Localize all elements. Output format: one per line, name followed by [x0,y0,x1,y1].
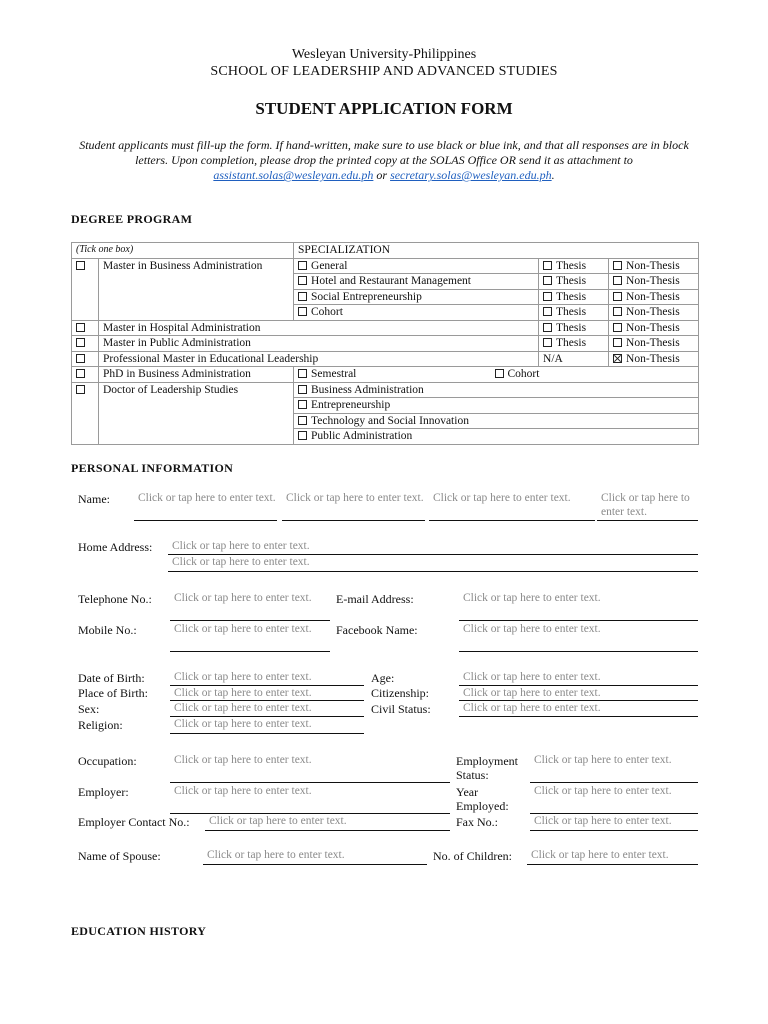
program-dls: Doctor of Leadership Studies [99,382,294,398]
cohort-label: Cohort [507,368,540,380]
thesis-label: Thesis [556,337,587,349]
non-thesis-label: Non-Thesis [626,337,680,349]
thesis-label: Thesis [556,321,587,334]
thesis-checkbox[interactable] [543,323,552,332]
employment-status-field[interactable]: Click or tap here to enter text. [530,753,698,783]
telephone-label: Telephone No.: [78,592,152,606]
form-title: STUDENT APPLICATION FORM [255,99,513,118]
age-label: Age: [371,671,395,685]
facebook-label: Facebook Name: [336,623,418,637]
mpa-checkbox[interactable] [76,338,85,347]
employer-contact-field[interactable]: Click or tap here to enter text. [205,814,450,831]
age-field[interactable]: Click or tap here to enter text. [459,670,698,686]
program-mpa: Master in Public Administration [99,336,539,352]
non-thesis-label: Non-Thesis [626,290,680,303]
non-thesis-label: Non-Thesis [626,321,680,334]
spec-checkbox[interactable] [298,416,307,425]
table-row [72,274,699,290]
spec-checkbox[interactable] [298,431,307,440]
intro-or: or [376,168,388,182]
spouse-field[interactable]: Click or tap here to enter text. [203,848,427,865]
civil-status-field[interactable]: Click or tap here to enter text. [459,701,698,717]
non-thesis-checkbox[interactable] [613,307,622,316]
intro-period: . [551,168,555,182]
name-field-4[interactable]: Click or tap here to enter text. [597,491,698,521]
dob-label: Date of Birth: [78,671,145,685]
spec-checkbox[interactable] [298,261,307,270]
table-row [72,413,699,429]
citizenship-label: Citizenship: [371,686,429,700]
email-field[interactable]: Click or tap here to enter text. [459,591,698,621]
mba-checkbox[interactable] [76,261,85,270]
thesis-checkbox[interactable] [543,292,552,301]
telephone-field[interactable]: Click or tap here to enter text. [170,591,330,621]
spec-label: Cohort [311,306,343,318]
non-thesis-label: Non-Thesis [626,259,680,272]
program-mha: Master in Hospital Administration [99,320,539,336]
thesis-checkbox[interactable] [543,338,552,347]
year-employed-field[interactable]: Click or tap here to enter text. [530,784,698,814]
spec-label: Hotel and Restaurant Management [311,275,472,287]
name-field-1[interactable]: Click or tap here to enter text. [134,491,277,521]
thesis-label: Thesis [556,275,587,287]
table-row [72,429,699,445]
spec-checkbox[interactable] [298,385,307,394]
thesis-checkbox[interactable] [543,307,552,316]
specialization-header: SPECIALIZATION [294,243,699,259]
table-row [72,289,699,305]
semestral-label: Semestral [311,368,357,380]
pmel-checkbox[interactable] [76,354,85,363]
degree-program-heading: DEGREE PROGRAM [71,212,193,226]
table-row [72,320,699,336]
citizenship-field[interactable]: Click or tap here to enter text. [459,686,698,701]
spec-label: Entrepreneurship [311,399,391,411]
children-label: No. of Children: [433,849,512,863]
table-row [72,351,699,367]
fax-label: Fax No.: [456,815,498,829]
table-row [72,382,699,398]
thesis-checkbox[interactable] [543,276,552,285]
spec-checkbox[interactable] [298,276,307,285]
email-label: E-mail Address: [336,592,414,606]
semestral-checkbox[interactable] [298,369,307,378]
dls-checkbox[interactable] [76,385,85,394]
facebook-field[interactable]: Click or tap here to enter text. [459,622,698,652]
occupation-field[interactable]: Click or tap here to enter text. [170,753,450,783]
non-thesis-checkbox[interactable] [613,261,622,270]
pob-field[interactable]: Click or tap here to enter text. [170,686,364,701]
name-field-2[interactable]: Click or tap here to enter text. [282,491,425,521]
spec-checkbox[interactable] [298,400,307,409]
table-row [72,258,699,274]
non-thesis-label: Non-Thesis [626,352,680,365]
religion-field[interactable]: Click or tap here to enter text. [170,717,364,734]
spec-label: General [311,259,348,272]
thesis-checkbox[interactable] [543,261,552,270]
intro-text: Student applicants must fill-up the form. If hand-written, make sure to use black or blue ink, and that all responses are in block letters. Upon completion, please drop the printed copy at the SOLAS Office OR send it as attachment to [79,138,689,167]
phd-checkbox[interactable] [76,369,85,378]
university-name: Wesleyan University-Philippines [291,47,477,62]
personal-info-heading: PERSONAL INFORMATION [71,461,234,475]
non-thesis-label: Non-Thesis [626,306,680,318]
pob-label: Place of Birth: [78,686,148,700]
intro-paragraph [74,138,694,183]
employer-field[interactable]: Click or tap here to enter text. [170,784,450,814]
table-row [72,367,699,383]
spec-label: Technology and Social Innovation [311,414,469,427]
program-pmel: Professional Master in Educational Leadership [99,351,539,367]
employer-contact-label: Employer Contact No.: [78,815,190,829]
degree-program-table [71,242,699,445]
spec-checkbox[interactable] [298,307,307,316]
thesis-label: Thesis [556,306,587,318]
spouse-label: Name of Spouse: [78,849,161,863]
program-mba: Master in Business Administration [99,258,294,274]
spec-label: Public Administration [311,430,413,442]
sex-field[interactable]: Click or tap here to enter text. [170,701,364,717]
school-name: SCHOOL OF LEADERSHIP AND ADVANCED STUDIES [210,64,558,79]
children-field[interactable]: Click or tap here to enter text. [527,848,698,865]
civil-status-label: Civil Status: [371,702,431,716]
table-row [72,398,699,414]
name-label: Name: [78,492,110,506]
employer-label: Employer: [78,785,129,799]
tick-note: (Tick one box) [72,243,294,259]
religion-label: Religion: [78,718,123,732]
email-link-secretary[interactable]: secretary.solas@wesleyan.edu.ph [390,168,552,182]
table-row [72,243,699,259]
program-phd: PhD in Business Administration [99,367,294,383]
name-field-3[interactable]: Click or tap here to enter text. [429,491,595,521]
employment-status-label: Employment Status: [456,754,518,782]
education-history-heading: EDUCATION HISTORY [71,924,207,938]
cohort-checkbox[interactable] [495,369,504,378]
dob-field[interactable]: Click or tap here to enter text. [170,670,364,686]
home-address-field-2[interactable]: Click or tap here to enter text. [168,555,698,572]
non-thesis-checked-checkbox[interactable] [613,354,622,363]
home-address-label: Home Address: [78,540,153,554]
table-row [72,336,699,352]
table-row [72,305,699,321]
na-label: N/A [539,351,609,367]
email-link-assistant[interactable]: assistant.solas@wesleyan.edu.ph [213,168,374,182]
non-thesis-label: Non-Thesis [626,275,680,287]
non-thesis-checkbox[interactable] [613,276,622,285]
mobile-label: Mobile No.: [78,623,137,637]
home-address-field-1[interactable]: Click or tap here to enter text. [168,539,698,555]
mobile-field[interactable]: Click or tap here to enter text. [170,622,330,652]
year-employed-label: Year Employed: [456,785,509,813]
sex-label: Sex: [78,702,100,716]
fax-field[interactable]: Click or tap here to enter text. [530,814,698,831]
non-thesis-checkbox[interactable] [613,338,622,347]
mha-checkbox[interactable] [76,323,85,332]
spec-label: Business Administration [311,383,424,396]
spec-checkbox[interactable] [298,292,307,301]
spec-label: Social Entrepreneurship [311,290,422,303]
non-thesis-checkbox[interactable] [613,292,622,301]
non-thesis-checkbox[interactable] [613,323,622,332]
thesis-label: Thesis [556,290,587,303]
occupation-label: Occupation: [78,754,137,768]
thesis-label: Thesis [556,259,587,272]
